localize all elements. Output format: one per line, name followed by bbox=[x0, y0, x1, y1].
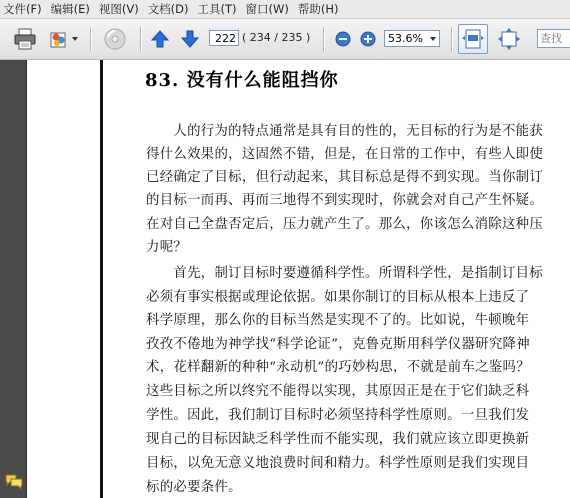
fit-width-icon bbox=[459, 25, 487, 53]
toolbar-separator bbox=[451, 27, 453, 51]
menu-help[interactable]: 帮助(H) bbox=[297, 2, 339, 16]
menu-edit[interactable]: 编辑(E) bbox=[50, 2, 90, 16]
menu-document[interactable]: 文档(D) bbox=[147, 2, 189, 16]
body-text-line: 已经确定了目标，但行动起来，其目标总是得不到实现。当你制订 bbox=[146, 170, 544, 185]
chevron-down-icon[interactable] bbox=[430, 37, 436, 41]
page-title: 83. 没有什么能阻挡你 bbox=[145, 70, 339, 91]
body-text-line: 得什么效果的，这固然不错，但是，在日常的工作中，有些人即使 bbox=[146, 147, 544, 162]
next-page-button[interactable] bbox=[178, 25, 202, 53]
body-text-line: 的目标一而再、再而三地得不到实现时，你就会对自己产生怀疑。 bbox=[146, 193, 544, 208]
up-arrow-icon bbox=[150, 29, 170, 49]
fit-page-button[interactable] bbox=[494, 25, 524, 53]
zoom-in-icon bbox=[360, 31, 376, 47]
zoom-out-button[interactable] bbox=[332, 25, 354, 53]
body-text-line: 首先，制订目标时要遵循科学性。所谓科学性，是指制订目标 bbox=[146, 266, 544, 281]
fit-width-button[interactable] bbox=[458, 24, 488, 54]
navigation-pane bbox=[0, 60, 27, 498]
body-text-line: 科学原理，那么你的目标当然是实现不了的。比如说，牛顿晚年 bbox=[146, 313, 530, 328]
body-text-line: 目标，以免无意义地浪费时间和精力。科学性原则是我们实现目 bbox=[146, 456, 530, 471]
toolbar-separator bbox=[140, 27, 142, 51]
body-text-line: 这些目标之所以终究不能得以实现，其原因正是在于它们缺乏科 bbox=[146, 384, 530, 399]
zoom-value: 53.6% bbox=[388, 32, 423, 45]
share-button[interactable] bbox=[46, 25, 80, 53]
body-text-line: 力呢？ bbox=[146, 240, 188, 255]
previous-page-button[interactable] bbox=[148, 25, 172, 53]
menu-bar bbox=[0, 0, 570, 19]
menu-file[interactable]: 文件(F) bbox=[3, 2, 42, 16]
disc-icon bbox=[103, 27, 127, 51]
menu-tools[interactable]: 工具(T) bbox=[197, 2, 237, 16]
body-text-line: 现自己的目标因缺乏科学性而不能实现，我们就应该立即更换新 bbox=[146, 432, 530, 447]
share-icon bbox=[48, 28, 70, 50]
zoom-out-icon bbox=[335, 31, 351, 47]
body-text-line: 在对自己全盘否定后，压力就产生了。那么，你该怎么消除这种压 bbox=[146, 217, 544, 232]
menu-view[interactable]: 视图(V) bbox=[98, 2, 139, 16]
toolbar bbox=[0, 19, 570, 60]
body-text-line: 术，花样翻新的种种“永动机”的巧妙构思，不就是前车之鉴吗？ bbox=[146, 360, 530, 375]
page-number-input[interactable]: 222 bbox=[209, 30, 239, 46]
toolbar-separator bbox=[323, 27, 325, 51]
toolbar-separator bbox=[90, 27, 92, 51]
body-text-line: 必须有事实根据或理论依据。如果你制订的目标从根本上违反了 bbox=[146, 290, 530, 305]
body-text-line: 学性。因此，我们制订目标时必须坚持科学性原则。一旦我们发 bbox=[146, 408, 530, 423]
body-text-line: 人的行为的特点通常是具有目的性的，无目标的行为是不能获 bbox=[146, 124, 544, 139]
menu-window[interactable]: 窗口(W) bbox=[245, 2, 289, 16]
body-text-line: 标的必要条件。 bbox=[146, 480, 242, 495]
fit-page-icon bbox=[497, 27, 521, 51]
zoom-in-button[interactable] bbox=[357, 25, 379, 53]
comment-icon[interactable] bbox=[5, 474, 23, 490]
page-edge bbox=[100, 60, 103, 498]
page-count: ( 234 / 235 ) bbox=[242, 31, 311, 44]
body-text-line: 孜孜不倦地为神学找“科学论证”，克鲁克斯用科学仪器研究降神 bbox=[146, 337, 530, 352]
search-input[interactable]: 查找 bbox=[537, 29, 570, 48]
print-button[interactable] bbox=[10, 25, 40, 53]
zoom-select[interactable] bbox=[384, 30, 440, 47]
disc-button[interactable] bbox=[100, 25, 130, 53]
down-arrow-icon bbox=[180, 29, 200, 49]
print-icon bbox=[13, 28, 37, 50]
chevron-down-icon[interactable] bbox=[72, 37, 78, 41]
